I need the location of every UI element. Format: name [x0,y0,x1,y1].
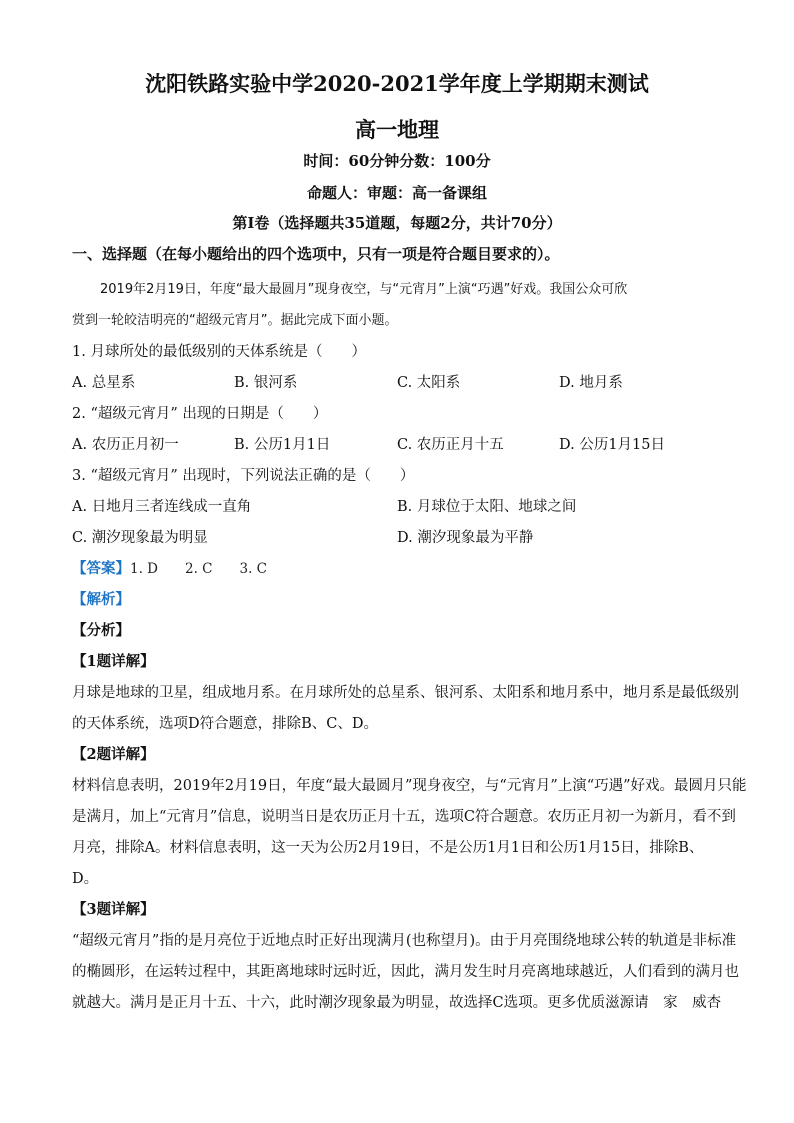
volume-line: 第I卷（选择题共35道题，每题2分，共计70分） [232,214,562,232]
detail-2-line-1: 材料信息表明，2019年2月19日，年度“最大最圆月”现身夜空，与“元宵月”上演“巧遇”好戏。最圆月只能 [72,778,747,794]
detail-1-line-2: 的天体系统，选项D符合题意，排除B、C、D。 [72,716,378,732]
answer-text: 1. D 2. C 3. C [130,561,267,577]
exam-title: 沈阳铁路实验中学2020-2021学年度上学期期末测试 [145,71,649,96]
exam-subject: 高一地理 [355,117,439,142]
question-2-stem: 2. “超级元宵月” 出现的日期是（ ） [72,406,328,422]
question-3-option-d: D. 潮汐现象最为平静 [397,530,534,546]
question-2-option-d: D. 公历1月15日 [559,437,666,453]
fenxi-tag: 【分析】 [72,622,130,639]
material-line-1: 2019年2月19日，年度“最大最圆月”现身夜空，与“元宵月”上演“巧遇”好戏。我国公众可欣 [100,282,628,297]
detail-3-line-3: 就越大。满月是正月十五、十六，此时潮汐现象最为明显，故选择C选项。更多优质滋源请 家 威杏 [72,995,722,1011]
question-3-option-a: A. 日地月三者连线成一直角 [72,499,252,515]
question-3-option-c: C. 潮汐现象最为明显 [72,530,208,546]
material-line-2: 赏到一轮皎洁明亮的“超级元宵月”。据此完成下面小题。 [72,313,398,328]
question-1-option-d: D. 地月系 [559,375,623,391]
answer-tag: 【答案】 [72,560,130,577]
question-1-option-c: C. 太阳系 [397,375,461,391]
answer-line [72,557,722,578]
question-1-option-a: A. 总星系 [72,375,136,391]
authors-line: 命题人：审题：高一备课组 [306,184,487,202]
detail-2-line-4: D。 [72,871,99,887]
analysis-tag: 【解析】 [72,591,130,608]
question-1-option-b: B. 银河系 [234,375,298,391]
detail-3-line-1: “超级元宵月”指的是月亮位于近地点时正好出现满月(也称望月)。由于月亮围绕地球公转的轨道是非标准 [72,933,737,949]
detail-2-tag: 【2题详解】 [72,746,155,763]
detail-3-line-2: 的椭圆形，在运转过程中，其距离地球时远时近，因此，满月发生时月亮离地球越近，人们看到的满月也 [72,964,739,980]
detail-1-tag: 【1题详解】 [72,653,155,670]
question-3-stem: 3. “超级元宵月” 出现时，下列说法正确的是（ ） [72,468,415,484]
question-1-stem: 1. 月球所处的最低级别的天体系统是（ ） [72,344,366,360]
question-2-option-a: A. 农历正月初一 [72,437,179,453]
question-3-option-b: B. 月球位于太阳、地球之间 [397,499,577,515]
detail-2-line-3: 月亮，排除A。材料信息表明，这一天为公历2月19日，不是公历1月1日和公历1月15日，排除B、 [72,840,704,856]
section-heading: 一、选择题（在每小题给出的四个选项中，只有一项是符合题目要求的）。 [72,245,560,263]
question-2-option-c: C. 农历正月十五 [397,437,504,453]
time-score-line: 时间：60分钟分数：100分 [303,152,491,170]
detail-2-line-2: 是满月，加上“元宵月”信息，说明当日是农历正月十五，选项C符合题意。农历正月初一为新月，看不到 [72,809,736,825]
detail-1-line-1: 月球是地球的卫星，组成地月系。在月球所处的总星系、银河系、太阳系和地月系中，地月系是最低级别 [72,685,739,701]
question-2-option-b: B. 公历1月1日 [234,437,331,453]
detail-3-tag: 【3题详解】 [72,901,155,918]
